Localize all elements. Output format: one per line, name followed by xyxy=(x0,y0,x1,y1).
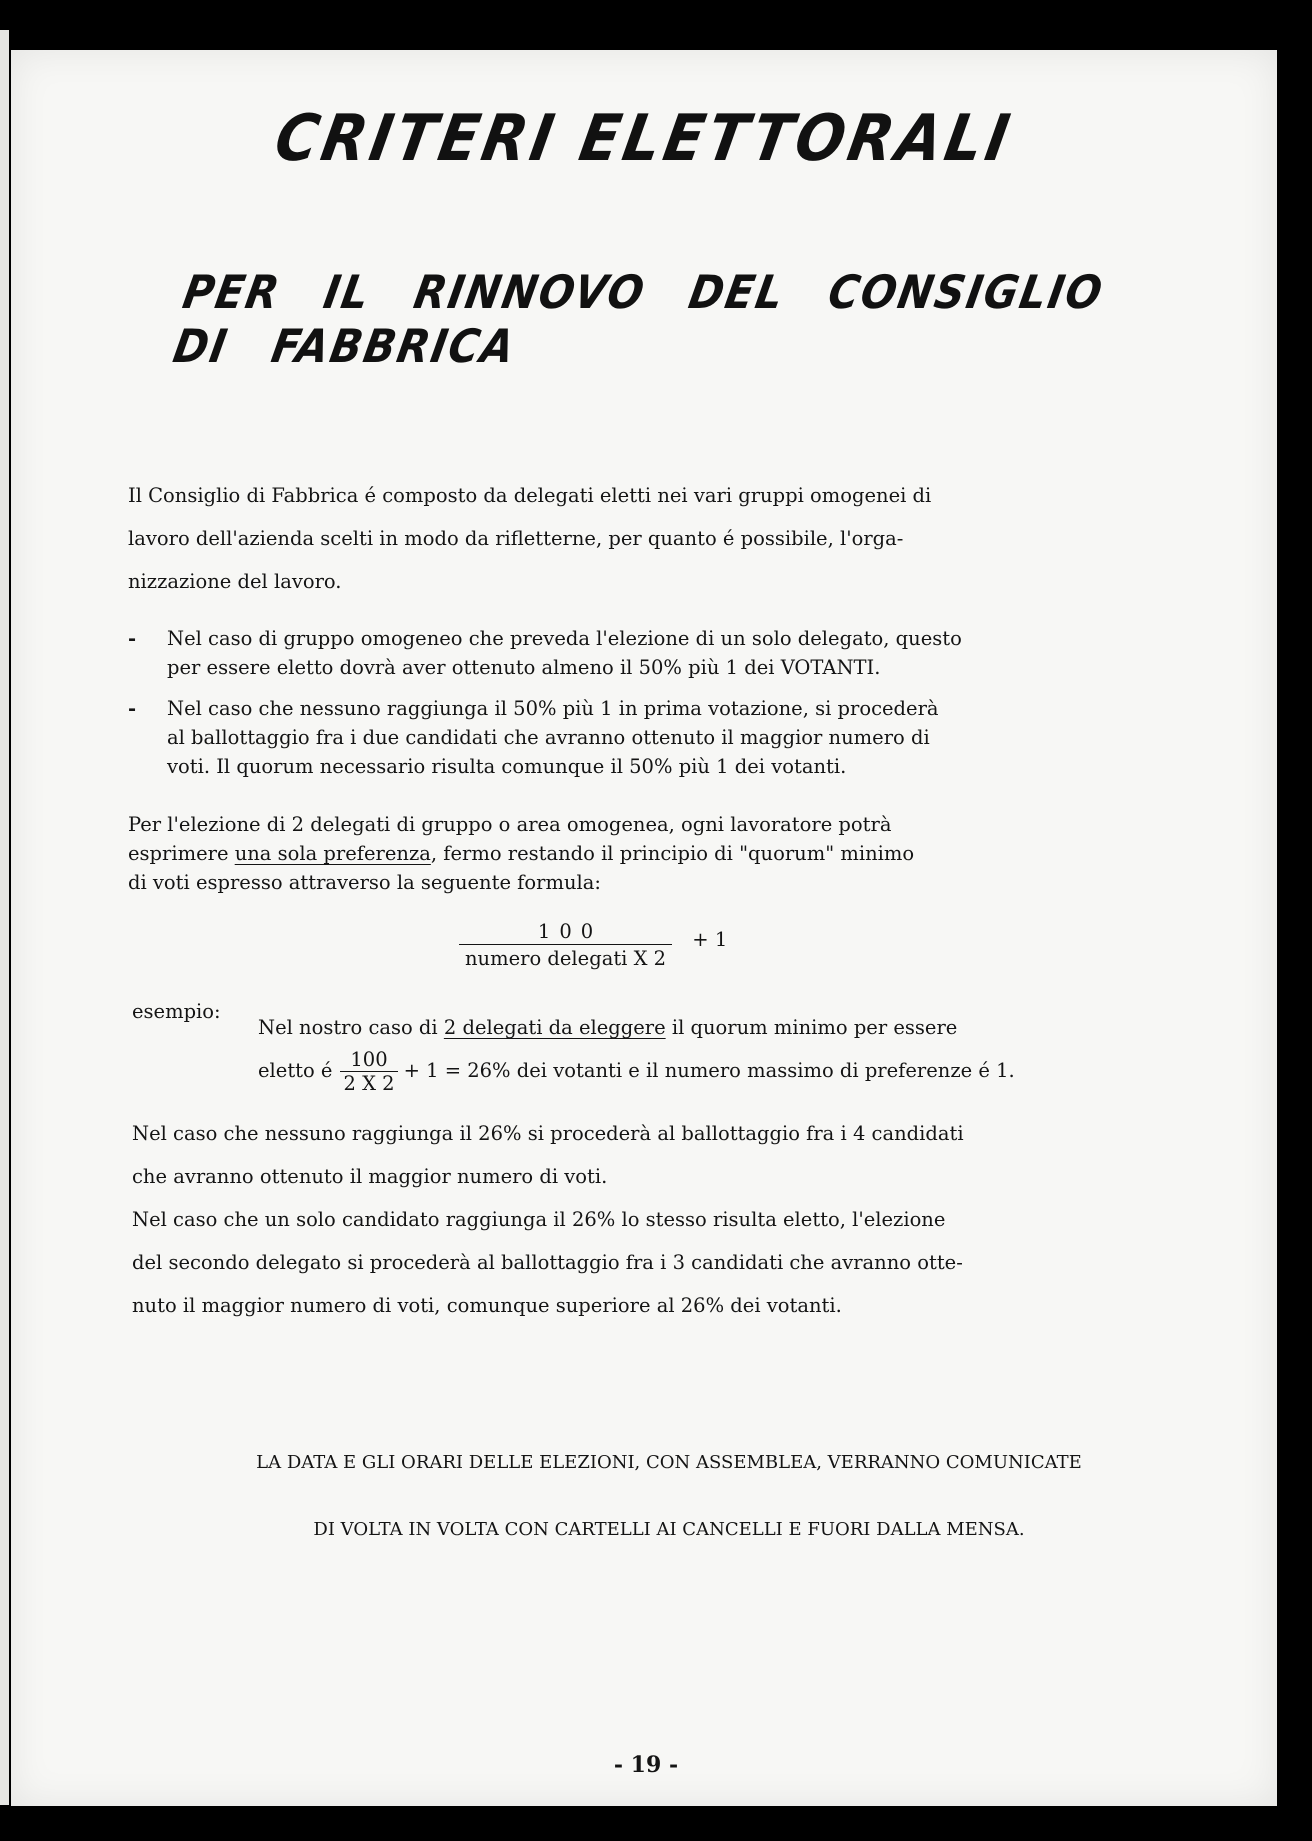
text-span: Nel nostro caso di xyxy=(258,1016,444,1039)
text-span: il quorum minimo per essere xyxy=(665,1016,958,1039)
text-span: esprimere xyxy=(128,842,235,865)
two-delegates-paragraph xyxy=(128,810,914,897)
intro-paragraph xyxy=(128,474,1188,603)
document-page xyxy=(11,50,1277,1806)
text-span: , fermo restando il principio di "quorum" minimo xyxy=(430,842,915,865)
paragraph-line: nuto il maggior numero di voti, comunque superiore al 26% dei votanti. xyxy=(132,1294,842,1317)
example-denominator: 2 X 2 xyxy=(340,1071,397,1095)
bullet-text xyxy=(167,624,962,682)
paragraph-line: Per l'elezione di 2 delegati di gruppo o area omogenea, ogni lavoratore potrà xyxy=(128,813,892,836)
quorum-formula xyxy=(459,920,727,970)
page-subtitle: PER IL RINNOVO DEL CONSIGLIO DI FABBRICA xyxy=(169,265,1109,373)
bullet-dash: - xyxy=(128,697,137,720)
paragraph-line: di voti espresso attraverso la seguente formula: xyxy=(128,871,601,894)
example-numerator: 100 xyxy=(350,1048,388,1071)
text-span: + 1 = 26% dei votanti e il numero massimo di preferenze é 1. xyxy=(403,1059,1015,1082)
bullet-line: al ballottaggio fra i due candidati che avranno ottenuto il maggior numero di xyxy=(167,726,930,749)
paragraph-line: Nel caso che un solo candidato raggiunga il 26% lo stesso risulta eletto, l'elezione xyxy=(132,1208,946,1231)
notice-line: LA DATA E GLI ORARI DELLE ELEZIONI, CON ASSEMBLEA, VERRANNO COMUNICATE xyxy=(256,1452,1082,1473)
formula-fraction xyxy=(459,920,672,970)
example-label: esempio: xyxy=(132,1000,221,1023)
page-title: CRITERI ELETTORALI xyxy=(269,102,1019,176)
runoff-paragraph xyxy=(132,1112,964,1327)
bullet-line: per essere eletto dovrà aver ottenuto almeno il 50% più 1 dei VOTANTI. xyxy=(167,656,881,679)
underlined-text: una sola preferenza xyxy=(234,842,431,865)
page-number: - 19 - xyxy=(613,1752,679,1778)
formula-numerator: 100 xyxy=(537,920,603,943)
bullet-text xyxy=(167,694,939,781)
page-edge-strip xyxy=(0,30,9,1805)
text-span: eletto é xyxy=(258,1059,333,1082)
example-fraction xyxy=(340,1048,397,1095)
paragraph-line: che avranno ottenuto il maggior numero di voti. xyxy=(132,1165,608,1188)
intro-line: lavoro dell'azienda scelti in modo da rifletterne, per quanto é possibile, l'orga- xyxy=(128,527,904,550)
example-line xyxy=(258,1016,957,1039)
bullet-line: Nel caso che nessuno raggiunga il 50% più 1 in prima votazione, si procederà xyxy=(167,697,939,720)
intro-line: nizzazione del lavoro. xyxy=(128,570,342,593)
formula-suffix: + 1 xyxy=(692,927,728,951)
notice-line: DI VOLTA IN VOLTA CON CARTELLI AI CANCELLI E FUORI DALLA MENSA. xyxy=(313,1519,1025,1540)
paragraph-line: Nel caso che nessuno raggiunga il 26% si procederà al ballottaggio fra i 4 candidati xyxy=(132,1122,964,1145)
bullet-line: voti. Il quorum necessario risulta comunque il 50% più 1 dei votanti. xyxy=(167,755,847,778)
paragraph-line: del secondo delegato si procederà al ballottaggio fra i 3 candidati che avranno otte- xyxy=(132,1251,963,1274)
formula-denominator: numero delegati X 2 xyxy=(459,944,672,970)
underlined-text: 2 delegati da eleggere xyxy=(443,1016,666,1039)
example-line xyxy=(258,1048,1015,1095)
bullet-dash: - xyxy=(128,627,137,650)
bullet-line: Nel caso di gruppo omogeneo che preveda l'elezione di un solo delegato, questo xyxy=(167,627,962,650)
paragraph-line xyxy=(128,839,914,868)
intro-line: Il Consiglio di Fabbrica é composto da delegati eletti nei vari gruppi omogenei di xyxy=(128,484,932,507)
